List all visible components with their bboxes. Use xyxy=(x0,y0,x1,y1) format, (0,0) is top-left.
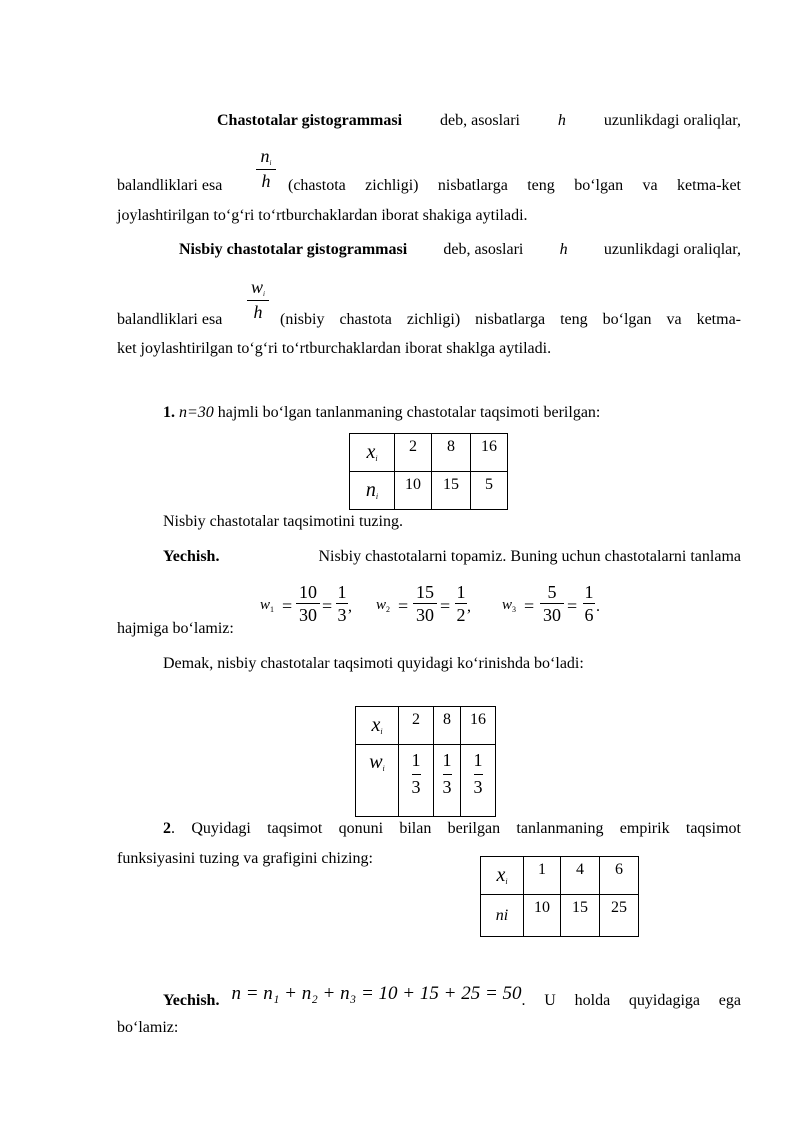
p2-h: h xyxy=(559,241,568,258)
task2-table xyxy=(480,856,639,937)
w1-end: , xyxy=(348,598,352,615)
task1-sol-text: Nisbiy chastotalarni topamiz. Buning uchun chastotalarni tanlama xyxy=(318,548,741,565)
p1-h: h xyxy=(557,112,566,129)
task2-formula: n = n₁ + n₂ + n₃ = 10 + 15 + 25 = 50 xyxy=(231,983,522,1004)
p1-term: Chastotalar gistogrammasi xyxy=(217,112,403,129)
p1-rest: deb, asoslari xyxy=(439,112,520,129)
w2-fraction: 15 30 xyxy=(413,583,437,624)
p2-rest: deb, asoslari xyxy=(443,241,524,258)
task1-number: 1. xyxy=(163,404,175,421)
task1-statement xyxy=(163,404,600,422)
w2-eq2: = xyxy=(440,596,451,616)
p2-rest2: uzunlikdagi oraliqlar, xyxy=(603,241,741,258)
w2-eq1: = xyxy=(398,596,409,616)
p2-term: Nisbiy chastotalar gistogrammasi xyxy=(179,241,408,258)
task2-after: . U holda quyidagiga ega xyxy=(521,992,741,1009)
table-row: ni 10 15 25 xyxy=(481,895,639,937)
w2-end: , xyxy=(467,598,471,615)
task2-line2: funksiyasini tuzing va grafigini chizing: xyxy=(117,850,373,867)
task2-line1 xyxy=(163,820,741,838)
p2-line2a: balandliklari esa xyxy=(117,311,223,328)
w3-fraction: 5 30 xyxy=(540,583,564,624)
task1-text: hajmli bo‘lgan tanlanmaning chastotalar taqsimoti berilgan: xyxy=(217,404,601,421)
task1-question: Nisbiy chastotalar taqsimotini tuzing. xyxy=(163,513,403,530)
task1-demak: Demak, nisbiy chastotalar taqsimoti quyidagi ko‘rinishda bo‘ladi: xyxy=(163,655,584,672)
task2-number: 2 xyxy=(163,820,171,837)
task1-table xyxy=(349,433,508,510)
p2-fraction: $w_i$ h xyxy=(247,278,269,321)
w1-label: $w_1$ xyxy=(260,597,275,614)
w2-reduced: 1 2 xyxy=(456,582,466,625)
p2-line1 xyxy=(179,241,741,259)
task2-solution xyxy=(163,983,741,1011)
w2-label: $w_2$ xyxy=(376,597,391,614)
table-row: $x_i$ 1 4 6 xyxy=(481,857,639,895)
w1-eq1: = xyxy=(282,596,293,616)
p2-line2b: (nisbiy chastota zichligi) nisbatlarga teng bo‘lgan va ketma- xyxy=(280,311,741,328)
p1-line3: joylashtirilgan to‘g‘ri to‘rtburchaklardan iborat shakiga aytiladi. xyxy=(117,207,528,224)
w3-eq1: = xyxy=(524,596,535,616)
task2-sol-line2: bo‘lamiz: xyxy=(117,1019,179,1036)
w1-reduced: 1 3 xyxy=(337,582,347,625)
w1-fraction: 10 30 xyxy=(296,583,320,624)
p1-line2b: (chastota zichligi) nisbatlarga teng bo‘lgan va ketma-ket xyxy=(288,177,741,194)
table-row: $x_i$ 2 8 16 xyxy=(356,707,496,745)
table-row: $w_i$ $\frac{1}{3}$ $\frac{1}{3}$ $\frac{1}{3}$ xyxy=(356,745,496,817)
task1-table2 xyxy=(355,706,496,817)
w3-reduced: 1 6 xyxy=(584,582,594,625)
table-row: $x_i$ 2 8 16 xyxy=(350,434,508,472)
table-row: $n_i$ 10 15 5 xyxy=(350,472,508,510)
w3-end: . xyxy=(596,598,600,615)
w1-eq2: = xyxy=(322,596,333,616)
p2-line3: ket joylashtirilgan to‘g‘ri to‘rtburchaklardan iborat shaklga aytiladi. xyxy=(117,340,552,357)
task2-text: . Quyidagi taqsimot qonuni bilan berilgan tanlanmaning empirik taqsimot xyxy=(171,820,741,837)
p1-rest2: uzunlikdagi oraliqlar, xyxy=(603,112,741,129)
p1-line1 xyxy=(217,112,741,130)
p1-line2a: balandliklari esa xyxy=(117,177,223,194)
w3-eq2: = xyxy=(567,596,578,616)
task1-sol-label: Yechish. xyxy=(163,548,220,565)
w3-label: $w_3$ xyxy=(502,597,517,614)
task1-sol-line2: hajmiga bo‘lamiz: xyxy=(117,620,234,637)
task1-solution-line1 xyxy=(163,548,741,566)
p1-fraction: $n_i$ h xyxy=(256,147,276,190)
task1-n: n=30 xyxy=(179,404,214,421)
task2-sol-label: Yechish. xyxy=(163,992,220,1009)
